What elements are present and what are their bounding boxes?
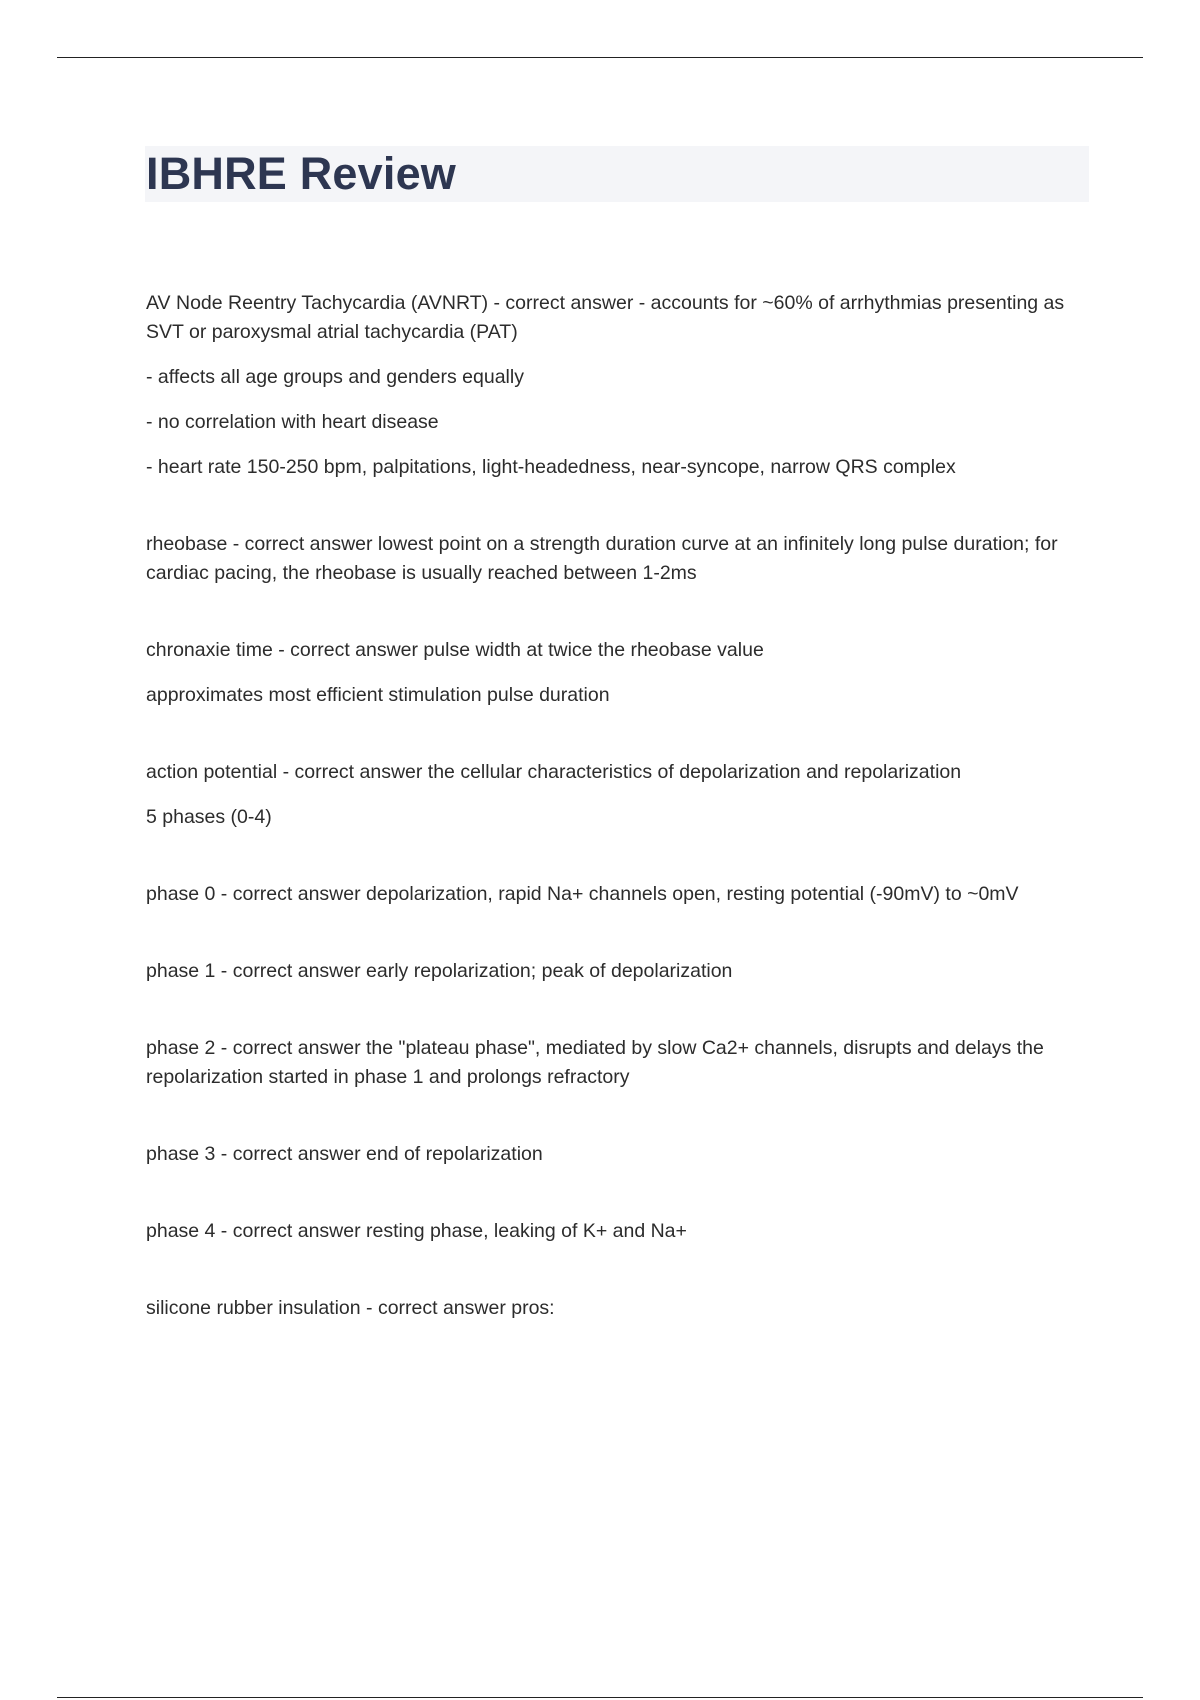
entry-phase-0 [146,880,1086,909]
entry-phase-4 [146,1217,1086,1246]
entry-line: action potential - correct answer the cellular characteristics of depolarization and repolarization [146,761,962,783]
entry-line: chronaxie time - correct answer pulse width at twice the rheobase value [146,639,764,661]
entry-line: phase 0 - correct answer depolarization, rapid Na+ channels open, resting potential (-90mV) to ~0mV [146,883,1019,905]
entry-line: 5 phases (0-4) [146,806,272,828]
entry-avnrt [146,289,1086,482]
entry-line: phase 2 - correct answer the "plateau phase", mediated by slow Ca2+ channels, disrupts and delays the repolarization started in phase 1 and prolongs refractory [146,1037,1044,1088]
entry-line: approximates most efficient stimulation pulse duration [146,684,610,706]
entry-phase-2 [146,1034,1086,1092]
entry-phase-3 [146,1140,1086,1169]
document-body [146,289,1086,1371]
entry-action-potential [146,758,1086,832]
entry-line: rheobase - correct answer lowest point on a strength duration curve at an infinitely long pulse duration; for cardiac pacing, the rheobase is usually reached between 1-2ms [146,533,1058,584]
page-title: IBHRE Review [146,148,456,199]
entry-line: phase 3 - correct answer end of repolarization [146,1143,543,1165]
entry-silicone-rubber-insulation [146,1294,1086,1323]
entry-chronaxie-time [146,636,1086,710]
entry-line: - affects all age groups and genders equally [146,366,524,388]
top-rule [57,57,1143,58]
entry-line: - no correlation with heart disease [146,411,439,433]
entry-line: - heart rate 150-250 bpm, palpitations, light-headedness, near-syncope, narrow QRS complex [146,456,956,478]
entry-line: phase 1 - correct answer early repolarization; peak of depolarization [146,960,733,982]
entry-rheobase [146,530,1086,588]
entry-line: phase 4 - correct answer resting phase, leaking of K+ and Na+ [146,1220,687,1242]
entry-phase-1 [146,957,1086,986]
entry-line: silicone rubber insulation - correct answer pros: [146,1297,555,1319]
bottom-rule [57,1697,1143,1698]
entry-line: AV Node Reentry Tachycardia (AVNRT) - correct answer - accounts for ~60% of arrhythmias presenting as SVT or paroxysmal atrial tachycardia (PAT) [146,292,1065,343]
